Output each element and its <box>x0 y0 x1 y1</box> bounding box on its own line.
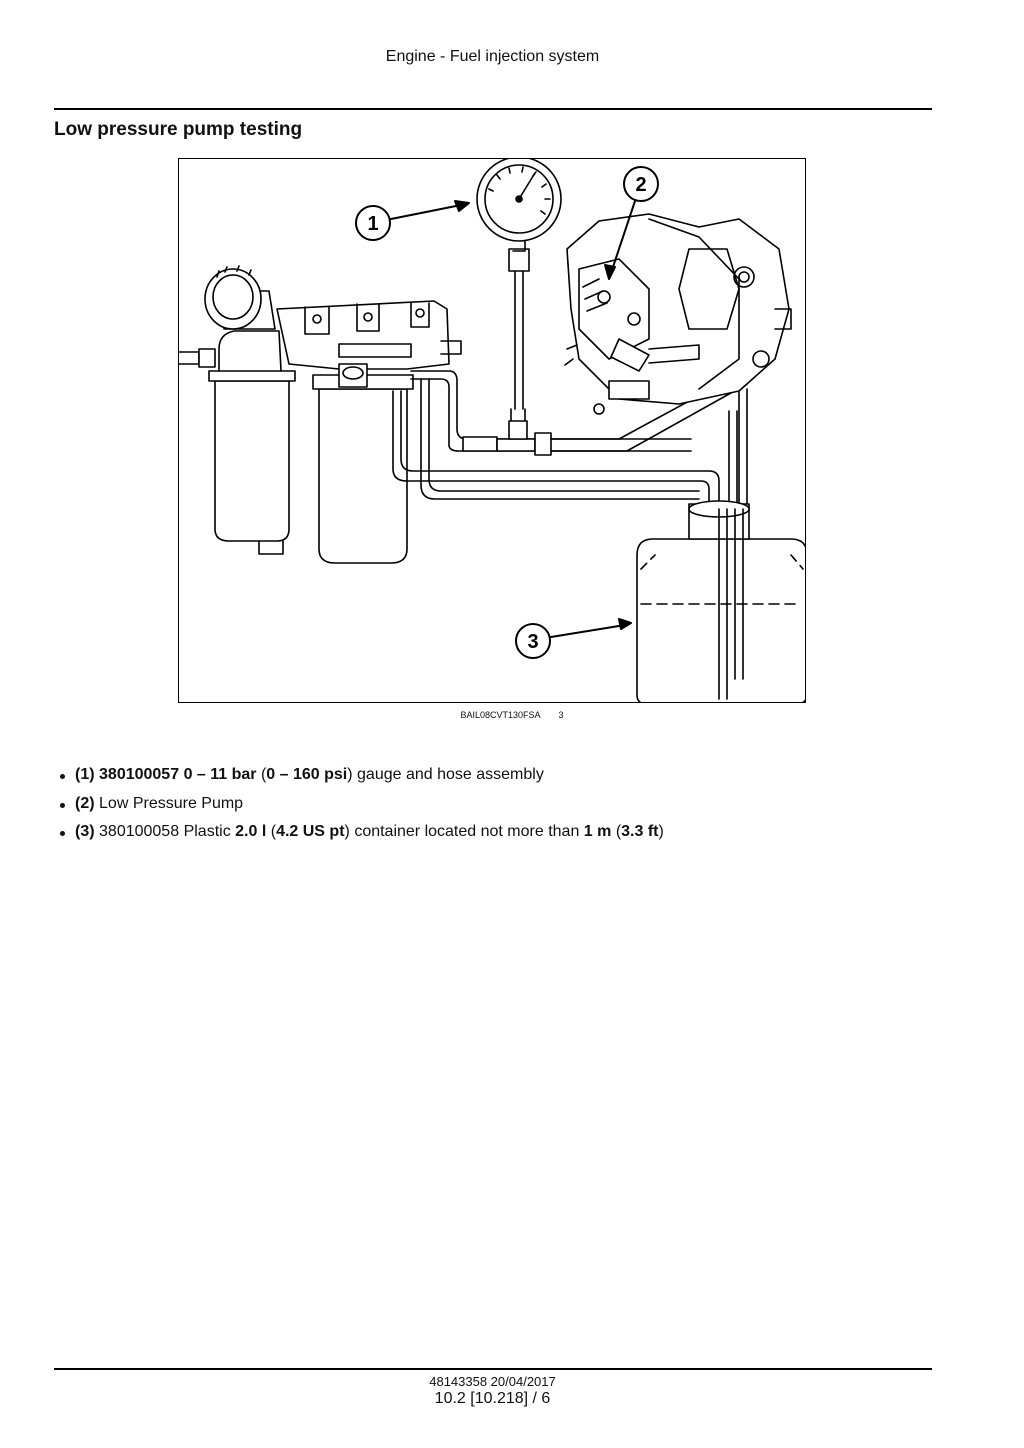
item-material: Plastic <box>183 823 231 840</box>
callout-3 <box>516 624 550 658</box>
footer-doc-code: 48143358 20/04/2017 <box>429 1374 556 1389</box>
item-tag: (2) <box>75 794 95 812</box>
callout-1-label: 1 <box>367 213 379 235</box>
parts-list <box>58 763 938 849</box>
item-volume-l: 2.0 l <box>235 823 267 840</box>
figure-number: 3 <box>558 710 564 720</box>
item-tag: (3) <box>75 823 95 840</box>
callout-2 <box>624 167 658 201</box>
footer-rule <box>54 1368 932 1370</box>
callout-3-label: 3 <box>527 631 539 653</box>
callout-1 <box>356 206 390 240</box>
item-distance-ft: 3.3 ft <box>621 823 659 840</box>
figure-code: BAIL08CVT130FSA <box>460 710 541 720</box>
figure-caption <box>0 710 1024 720</box>
fuel-container <box>637 501 806 703</box>
item-description: container located not more than <box>354 823 580 840</box>
pressure-gauge <box>477 159 561 241</box>
injection-pump <box>565 214 791 414</box>
item-description: gauge and hose assembly <box>357 766 544 783</box>
section-title: Low pressure pump testing <box>54 119 303 140</box>
footer-page-ref: 10.2 [10.218] / 6 <box>434 1390 551 1407</box>
item-volume-pt: 4.2 US pt <box>276 823 345 840</box>
filter-head <box>277 301 461 369</box>
list-item <box>58 792 938 821</box>
item-tag: (1) <box>75 766 95 783</box>
item-distance-m: 1 m <box>583 823 612 840</box>
item-range-bar: 0 – 11 bar <box>183 766 257 783</box>
fuel-filter-center <box>313 364 413 563</box>
item-part-number: 380100057 <box>99 766 180 783</box>
header-rule <box>54 108 932 110</box>
item-description: Low Pressure Pump <box>99 794 244 812</box>
pump-testing-illustration <box>178 158 806 703</box>
list-item: (3) 380100058 Plastic 2.0 l (4.2 US pt) container located not more than 1 m (3.3 ft) <box>58 820 938 849</box>
item-part-number: 380100058 <box>99 823 180 840</box>
callout-2-label: 2 <box>635 174 647 196</box>
item-range-psi: 0 – 160 psi <box>266 766 348 783</box>
list-item: (1) 380100057 0 – 11 bar (0 – 160 psi) gauge and hose assembly <box>58 763 938 792</box>
page-header-title: Engine - Fuel injection system <box>385 48 600 65</box>
